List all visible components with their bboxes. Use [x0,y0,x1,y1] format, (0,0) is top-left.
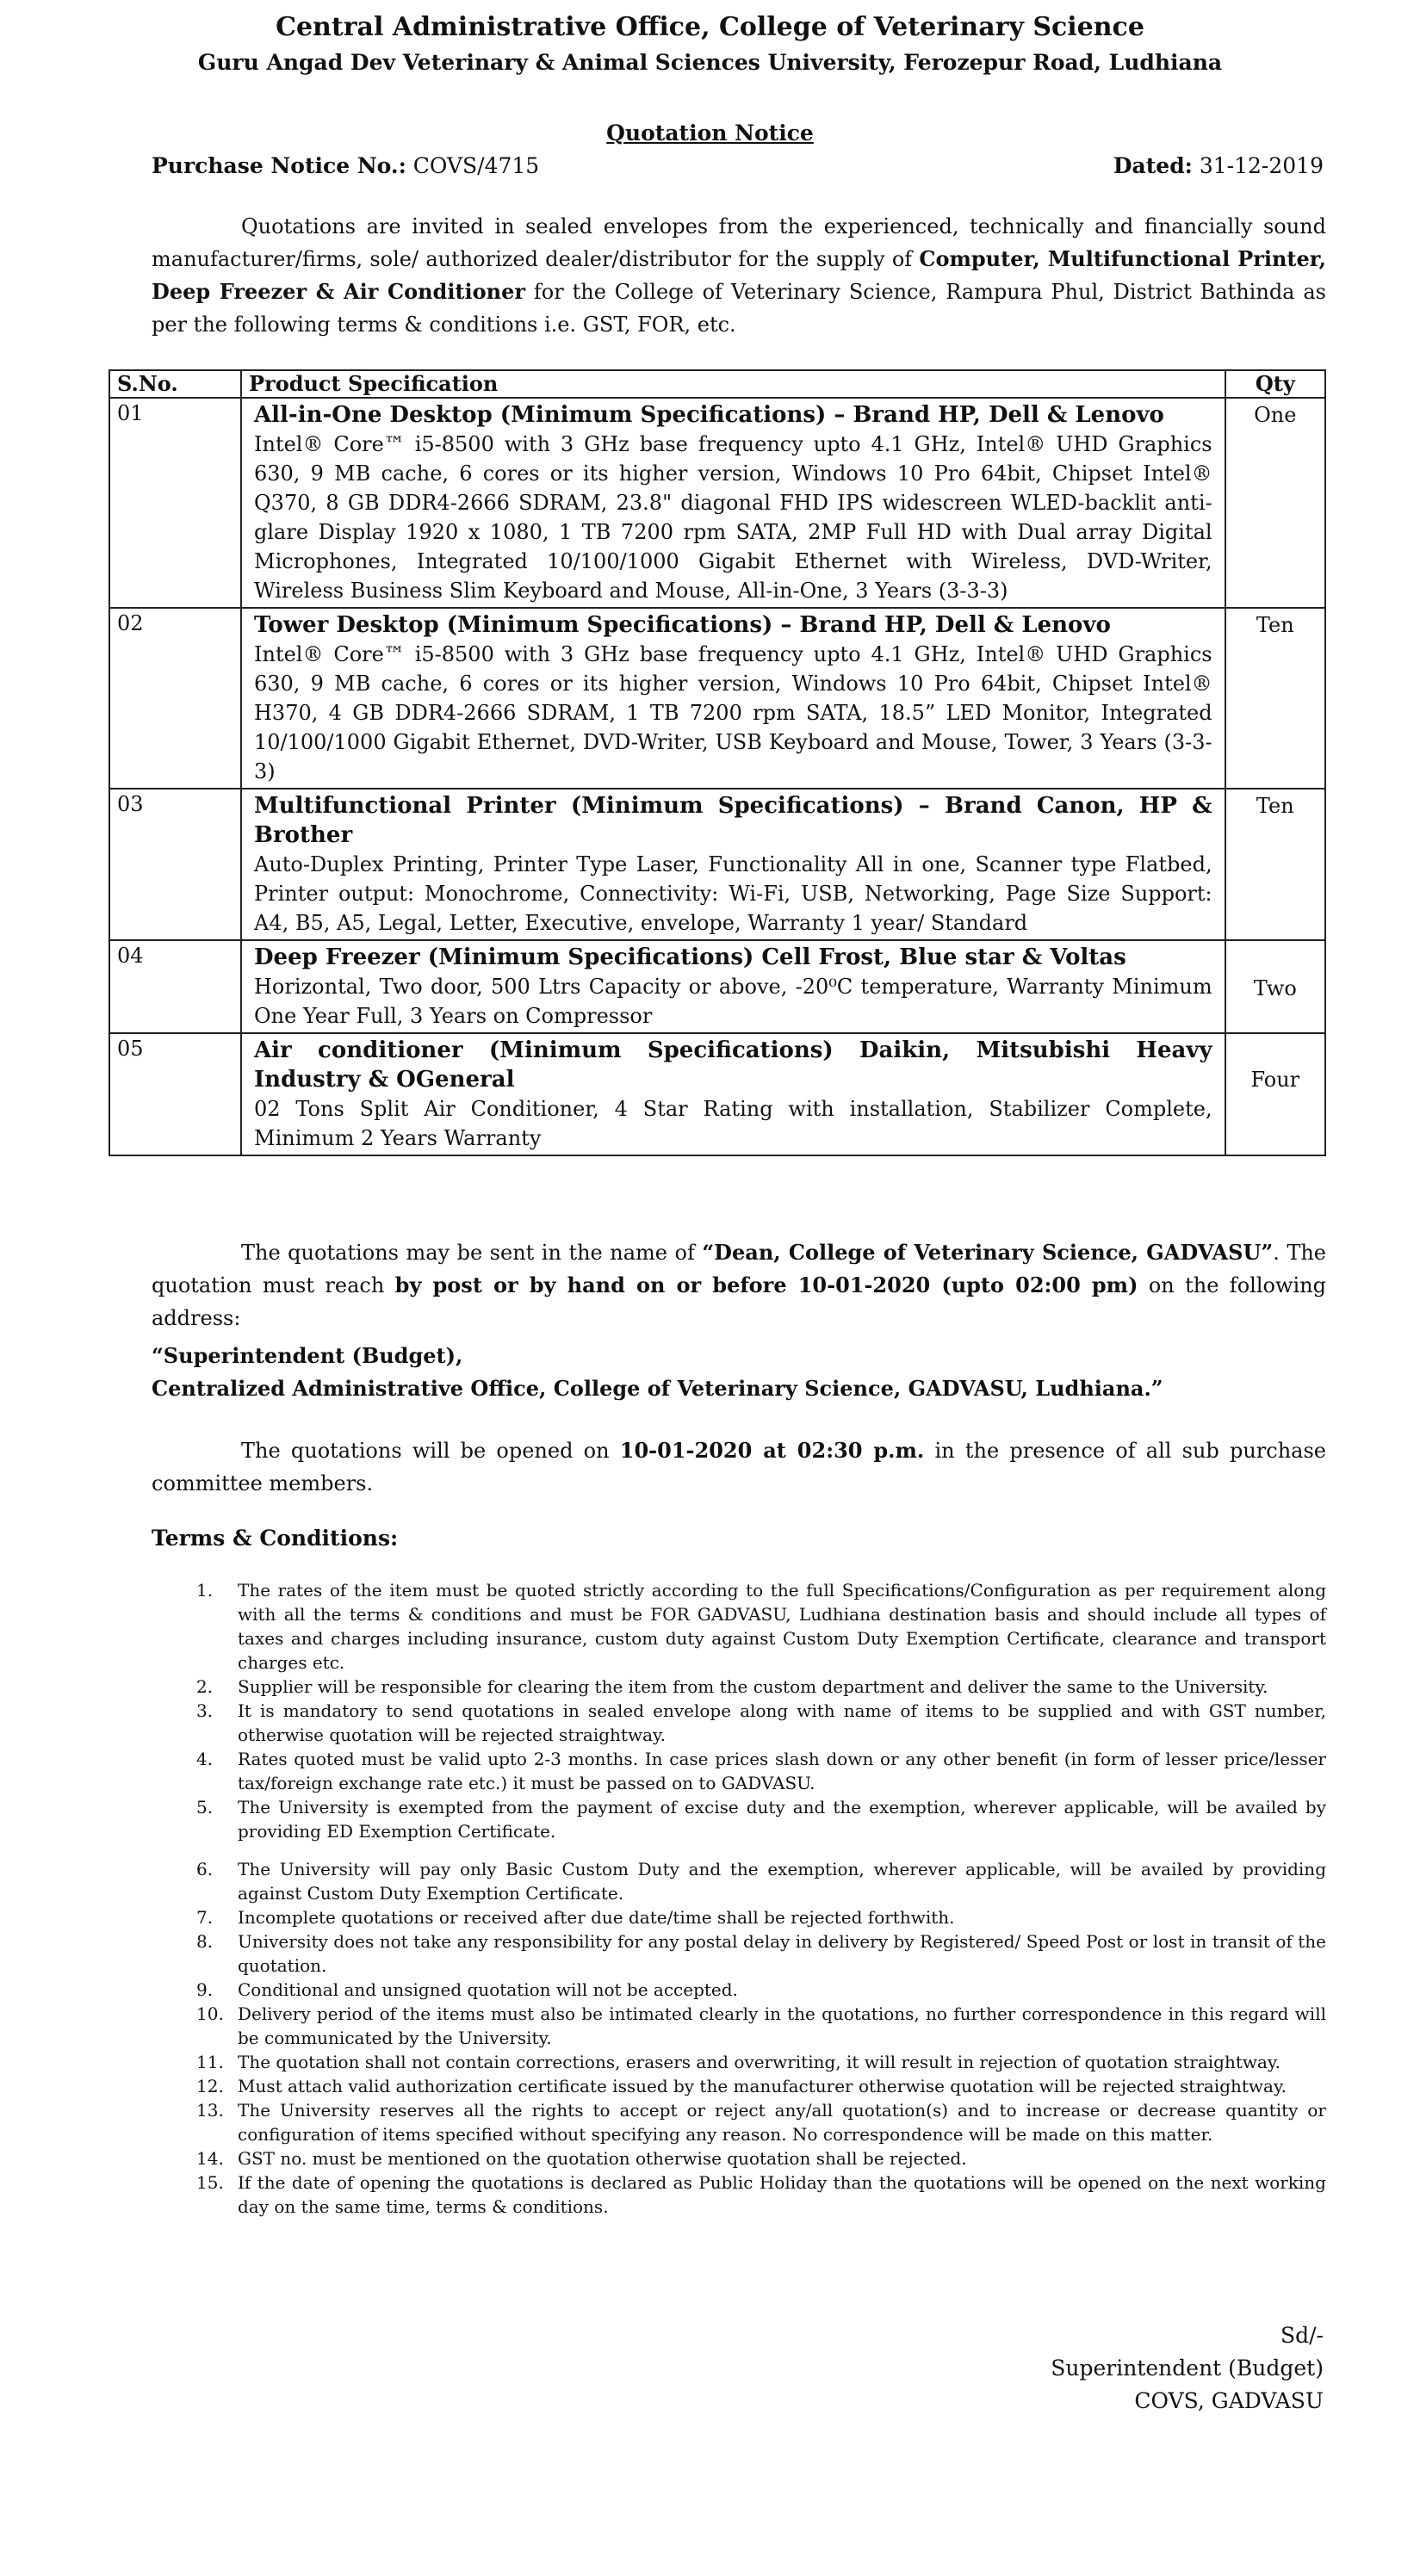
product-description: Intel® Core™ i5-8500 with 3 GHz base frequency upto 4.1 GHz, Intel® UHD Graphics 630, 9 MB cache, 6 cores or its higher version, Windows 10 Pro 64bit, Chipset Intel® Q370, 8 GB DDR4-2666 SDRAM, 23.8" diagonal FHD IPS widescreen WLED-backlit anti-glare Display 1920 x 1080, 1 TB 7200 rpm SATA, 2MP Full HD with Dual array Digital Microphones, Integrated 10/100/1000 Gigabit Ethernet with Wireless, DVD-Writer, Wireless Business Slim Keyboard and Mouse, All-in-One, 3 Years (3-3-3) [254,432,1212,603]
send-addressee: “Dean, College of Veterinary Science, GADVASU” [702,1240,1274,1265]
row-sno: 01 [109,398,241,608]
signature-sd: Sd/- [1280,2323,1324,2348]
intro-text-1: Quotations are invited in sealed envelopes from the experienced, technically and financially sound manufacturer/firms, sole/ authorized dealer/distributor for the supply of [152,214,1326,271]
row-spec [241,398,1225,608]
list-item [179,1929,1326,1978]
table-row [109,940,1325,1033]
row-qty: Ten [1225,789,1325,940]
product-title: All-in-One Desktop (Minimum Specifications) – Brand HP, Dell & Lenovo [254,402,1164,428]
table-row [109,608,1325,789]
list-item [179,2098,1326,2146]
row-qty: Four [1225,1033,1325,1155]
row-qty: Ten [1225,608,1325,789]
product-title: Deep Freezer (Minimum Specifications) Cell Frost, Blue star & Voltas [254,944,1126,970]
term-number: 4. [196,1749,214,1769]
term-text: The University is exempted from the payment of excise duty and the exemption, wherever applicable, will be availed by providing ED Exemption Certificate. [238,1797,1326,1842]
term-number: 8. [196,1931,214,1952]
university-address: Guru Angad Dev Veterinary & Animal Sciences University, Ferozepur Road, Ludhiana [197,50,1223,75]
product-spec-table [109,369,1326,1156]
term-number: 12. [196,2076,224,2096]
purchase-notice-label: Purchase Notice No.: [152,153,406,178]
signature-office: COVS, GADVASU [1134,2388,1324,2413]
signature-block [1051,2319,1324,2418]
term-text: Conditional and unsigned quotation will not be accepted. [238,1979,738,2000]
row-spec [241,940,1225,1033]
list-item [179,1747,1326,1795]
send-text-3: on the following address: [152,1273,1326,1330]
list-item [179,2146,1326,2170]
term-text: The rates of the item must be quoted strictly according to the full Specifications/Configuration as per requirement along with all the terms & conditions and must be FOR GADVASU, Ludhiana destination basis and should include all types of taxes and charges including insurance, custom duty against Custom Duty Exemption Certificate, clearance and transport charges etc. [238,1580,1326,1673]
term-number: 6. [196,1859,214,1879]
term-number: 2. [196,1676,214,1697]
terms-list [179,1578,1326,2219]
table-header-row [109,370,1325,398]
term-text: Rates quoted must be valid upto 2-3 months. In case prices slash down or any other benefit (in form of lesser price/lesser tax/foreign exchange rate etc.) it must be passed on to GADVASU. [238,1749,1326,1793]
term-number: 7. [196,1907,214,1928]
opening-text-1: The quotations will be opened on [241,1439,620,1463]
postal-address [152,1340,1163,1405]
term-number: 14. [196,2148,224,2169]
term-number: 5. [196,1797,214,1817]
list-item [179,1905,1326,1929]
term-text: GST no. must be mentioned on the quotation otherwise quotation shall be rejected. [238,2148,967,2169]
row-qty: Two [1225,940,1325,1033]
list-item [179,1578,1326,1675]
term-number: 13. [196,2100,224,2121]
row-qty: One [1225,398,1325,608]
term-text: If the date of opening the quotations is declared as Public Holiday than the quotations will be opened on the next working day on the same time, terms & conditions. [238,2172,1326,2217]
header-spec: Product Specification [241,370,1225,398]
term-text: It is mandatory to send quotations in sealed envelope along with name of items to be supplied and with GST number, otherwise quotation will be rejected straightway. [238,1700,1326,1745]
product-description: 02 Tons Split Air Conditioner, 4 Star Rating with installation, Stabilizer Complete, Minimum 2 Years Warranty [254,1097,1212,1150]
send-deadline: by post or by hand on or before 10-01-2020 (upto 02:00 pm) [394,1273,1138,1297]
opening-text-2: in the presence of all sub purchase committee members. [152,1439,1327,1495]
term-number: 10. [196,2003,224,2024]
term-text: Incomplete quotations or received after due date/time shall be rejected forthwith. [238,1907,955,1928]
row-spec [241,608,1225,789]
signature-designation: Superintendent (Budget) [1051,2356,1324,2381]
term-number: 11. [196,2052,224,2072]
term-number: 1. [196,1580,214,1601]
send-text-1: The quotations may be sent in the name of [241,1241,703,1265]
term-text: The quotation shall not contain corrections, erasers and overwriting, it will result in rejection of quotation straightway. [238,2052,1280,2072]
terms-heading: Terms & Conditions: [152,1526,399,1551]
row-sno: 05 [109,1033,241,1155]
term-text: Supplier will be responsible for clearing the item from the custom department and deliver the same to the University. [238,1676,1268,1697]
notice-date [1113,153,1324,178]
table-row [109,789,1325,940]
term-text: Delivery period of the items must also be intimated clearly in the quotations, no further correspondence in this regard will be communicated by the University. [238,2003,1326,2048]
address-line-1: “Superintendent (Budget), [152,1343,463,1368]
notice-title: Quotation Notice [606,121,814,146]
purchase-notice-value: COVS/4715 [406,153,540,178]
opening-paragraph [152,1434,1326,1500]
address-line-2: Centralized Administrative Office, College of Veterinary Science, GADVASU, Ludhiana.” [152,1376,1163,1401]
office-title: Central Administrative Office, College of Veterinary Science [276,12,1144,42]
product-description: Auto-Duplex Printing, Printer Type Laser, Functionality All in one, Scanner type Flatbed, Printer output: Monochrome, Connectivity: Wi-Fi, USB, Networking, Page Size Support: A4, B5, A5, Legal, Letter, Executive, envelope, Warranty 1 year/ Standard [254,852,1212,935]
product-title: Tower Desktop (Minimum Specifications) – Brand HP, Dell & Lenovo [254,612,1111,638]
dated-label: Dated: [1113,153,1193,178]
list-item [179,1699,1326,1747]
product-title: Air conditioner (Minimum Specifications) Daikin, Mitsubishi Heavy Industry & OGeneral [254,1037,1212,1093]
term-text: The University will pay only Basic Custom Duty and the exemption, wherever applicable, will be availed by providing against Custom Duty Exemption Certificate. [238,1859,1326,1904]
list-item [179,1978,1326,2002]
row-sno: 04 [109,940,241,1033]
list-item [179,1857,1326,1905]
list-item [179,2050,1326,2074]
list-item [179,1675,1326,1699]
purchase-notice-number [152,153,539,178]
intro-text-2: for the College of Veterinary Science, Rampura Phul, District Bathinda as per the following terms & conditions i.e. GST, FOR, etc. [152,280,1327,337]
term-text: Must attach valid authorization certificate issued by the manufacturer otherwise quotation will be rejected straightway. [238,2076,1287,2096]
intro-paragraph [152,210,1326,341]
term-number: 3. [196,1700,214,1721]
list-item [179,2074,1326,2098]
opening-date: 10-01-2020 at 02:30 p.m. [619,1438,925,1463]
table-row [109,1033,1325,1155]
list-item [179,2002,1326,2050]
header-qty: Qty [1225,370,1325,398]
product-title: Multifunctional Printer (Minimum Specifications) – Brand Canon, HP & Brother [254,793,1212,848]
row-sno: 03 [109,789,241,940]
send-text-2: . The quotation must reach [152,1241,1326,1297]
row-spec [241,789,1225,940]
intro-items: Computer, Multifunctional Printer, Deep Freezer & Air Conditioner [152,246,1327,304]
term-text: University does not take any responsibility for any postal delay in delivery by Registered/ Speed Post or lost in transit of the quotation. [238,1931,1326,1976]
row-sno: 02 [109,608,241,789]
list-item [179,2170,1326,2219]
dated-value: 31-12-2019 [1192,153,1324,178]
header-sno: S.No. [109,370,241,398]
term-number: 9. [196,1979,214,2000]
row-spec [241,1033,1225,1155]
term-number: 15. [196,2172,224,2193]
table-row [109,398,1325,608]
product-description: Intel® Core™ i5-8500 with 3 GHz base frequency upto 4.1 GHz, Intel® UHD Graphics 630, 9 MB cache, 6 cores or its higher version, Windows 10 Pro 64bit, Chipset Intel® H370, 4 GB DDR4-2666 SDRAM, 1 TB 7200 rpm SATA, 18.5” LED Monitor, Integrated 10/100/1000 Gigabit Ethernet, DVD-Writer, USB Keyboard and Mouse, Tower, 3 Years (3-3-3) [254,642,1212,783]
submission-paragraph [152,1236,1326,1334]
product-description: Horizontal, Two door, 500 Ltrs Capacity or above, -20⁰C temperature, Warranty Minimum One Year Full, 3 Years on Compressor [254,975,1212,1028]
term-text: The University reserves all the rights to accept or reject any/all quotation(s) and to increase or decrease quantity or configuration of items specified without specifying any reason. No correspondence will be made on this matter. [238,2100,1326,2145]
list-item [179,1795,1326,1843]
